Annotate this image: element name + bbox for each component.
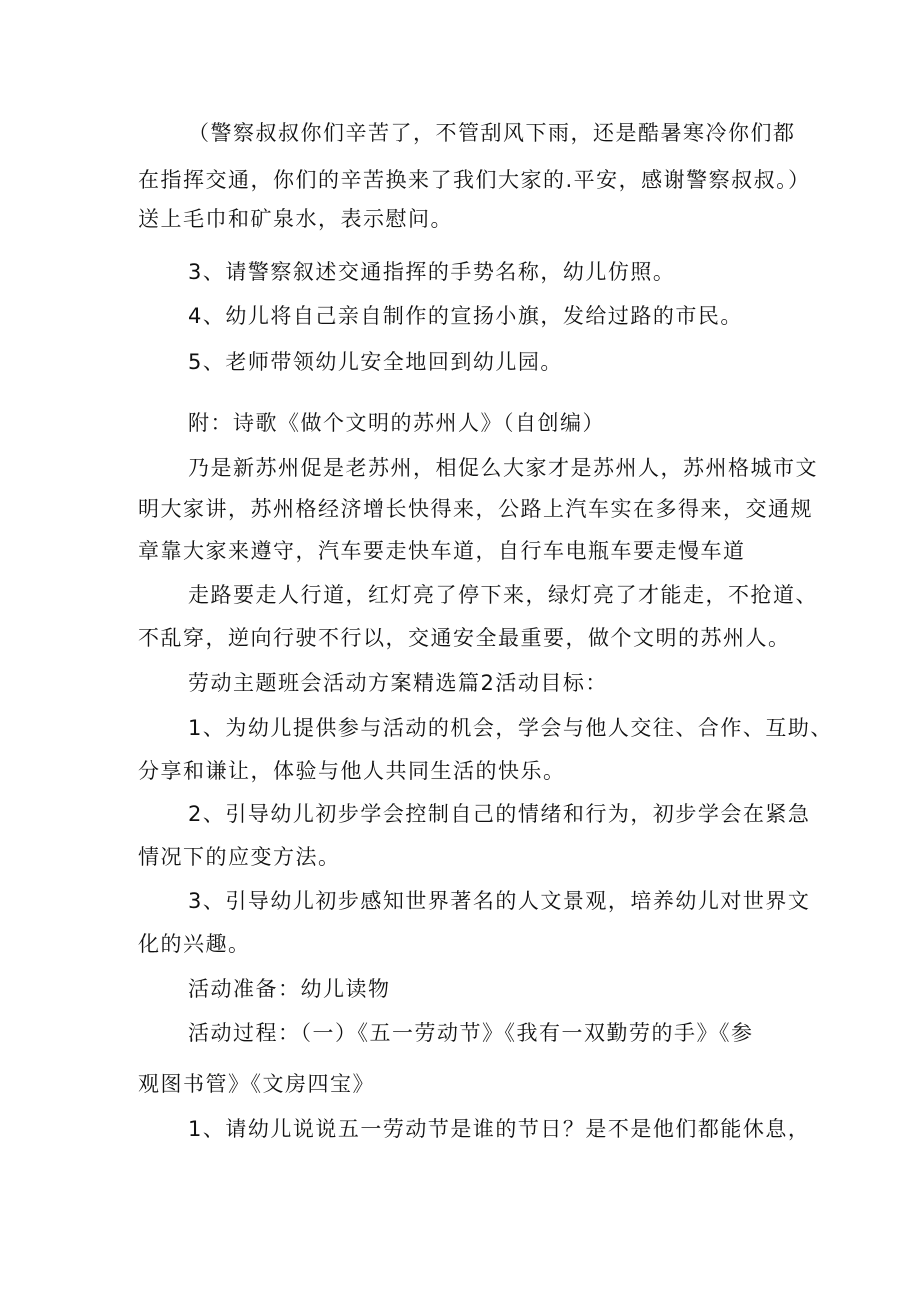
text-line: 在指挥交通，你们的辛苦换来了我们大家的.平安，感谢警察叔叔。） — [138, 168, 811, 192]
text-line: 活动准备：幼儿读物 — [188, 977, 391, 1001]
section-heading: 劳动主题班会活动方案精选篇2活动目标： — [188, 671, 608, 695]
text-line: 4、幼儿将自己亲自制作的宣扬小旗，发给过路的市民。 — [188, 304, 743, 328]
text-line: 情况下的应变方法。 — [138, 845, 341, 869]
text-line: 3、请警察叙述交通指挥的手势名称，幼儿仿照。 — [188, 260, 676, 284]
text-line: （警察叔叔你们辛苦了，不管刮风下雨，还是酷暑寒冷你们都 — [188, 121, 796, 145]
text-line: 明大家讲，苏州格经济增长快得来，公路上汽车实在多得来，交通规 — [138, 497, 813, 521]
text-line: 分享和谦让，体验与他人共同生活的快乐。 — [138, 759, 566, 783]
text-line: 送上毛巾和矿泉水，表示慰问。 — [138, 207, 453, 231]
text-line: 5、老师带领幼儿安全地回到幼儿园。 — [188, 350, 563, 374]
text-line: 1、请幼儿说说五一劳动节是谁的节日？是不是他们都能休息， — [188, 1117, 811, 1141]
text-line: 2、引导幼儿初步学会控制自己的情绪和行为，初步学会在紧急 — [188, 802, 811, 826]
text-line: 乃是新苏州促是老苏州，相促么大家才是苏州人，苏州格城市文 — [188, 456, 818, 480]
text-line: 不乱穿，逆向行驶不行以，交通安全最重要，做个文明的苏州人。 — [138, 626, 791, 650]
section-heading: 附：诗歌《做个文明的苏州人》（自创编） — [188, 411, 605, 435]
text-line: 观图书管》《文房四宝》 — [138, 1072, 375, 1096]
text-line: 章靠大家来遵守，汽车要走快车道，自行车电瓶车要走慢车道 — [138, 539, 746, 563]
text-line: 化的兴趣。 — [138, 932, 251, 956]
text-line: 1、为幼儿提供参与活动的机会，学会与他人交往、合作、互助、 — [188, 716, 833, 740]
text-line: 活动过程：（一）《五一劳动节》《我有一双勤劳的手》《参 — [188, 1021, 754, 1045]
text-line: 走路要走人行道，红灯亮了停下来，绿灯亮了才能走，不抢道、 — [188, 583, 818, 607]
text-line: 3、引导幼儿初步感知世界著名的人文景观，培养幼儿对世界文 — [188, 889, 811, 913]
